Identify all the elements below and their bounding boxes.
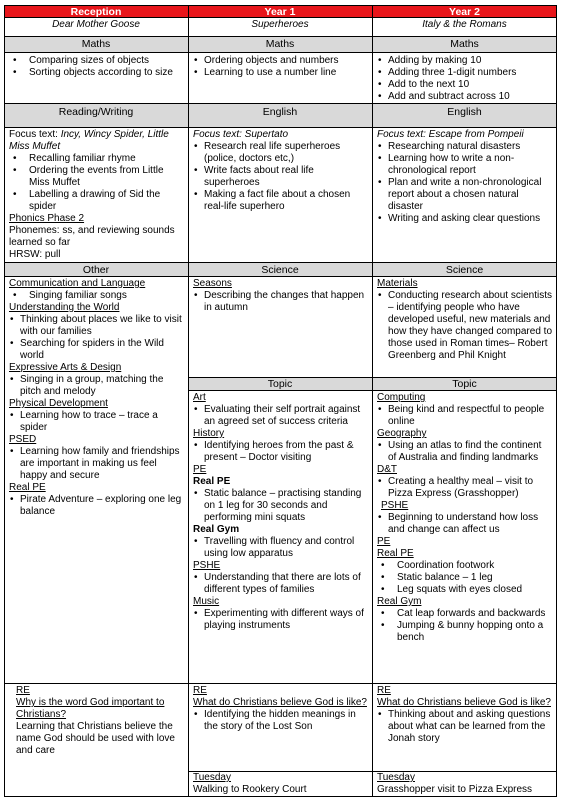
list-item: • Using an atlas to find the continent of Australia and finding landmarks: [377, 440, 552, 464]
list-item: • Add and subtract across 10: [377, 91, 552, 103]
list-item: • Static balance – practising standing on 1 leg for 30 seconds and performing mini squats: [193, 488, 367, 524]
list-item: • Add to the next 10: [377, 79, 552, 91]
maths-label-year1: Maths: [188, 36, 372, 52]
science-year2: [372, 277, 557, 379]
maths-year1: [188, 53, 372, 103]
english-label-year1: English: [188, 104, 372, 127]
trip-text: Walking to Rookery Court: [193, 784, 307, 795]
other-label: Other: [4, 263, 188, 276]
list-item: • Thinking about places we like to visit with our families: [9, 314, 183, 338]
year1-header: Year 1: [188, 5, 372, 17]
section-title: Understanding the World: [9, 302, 120, 313]
list-item: • Jumping & bunny hopping onto a bench: [377, 620, 552, 644]
list-item: • Labelling a drawing of Sid the spider: [9, 189, 183, 213]
grid-line: [4, 127, 557, 128]
section-title: Seasons: [193, 278, 232, 289]
list-item: • Coordination footwork: [377, 560, 552, 572]
maths-label-reception: Maths: [4, 36, 188, 52]
re-year2: [372, 684, 557, 772]
trip-text: Grasshopper visit to Pizza Express: [377, 784, 533, 795]
section-subtitle: Real PE: [377, 548, 414, 559]
focus-title: Incy, Wincy Spider, Little Miss Muffet: [9, 129, 169, 152]
reading-writing-label: Reading/Writing: [4, 104, 188, 127]
trip-day: Tuesday: [377, 772, 415, 783]
hrsw-text: HRSW: pull: [9, 249, 61, 260]
topic-label-year1: Topic: [188, 377, 372, 390]
list-item: • Learning how to write a non-chronological report: [377, 153, 552, 177]
section-title: Geography: [377, 428, 427, 439]
re-reception: [4, 684, 188, 796]
grid-line: [4, 796, 557, 797]
section-title: Materials: [377, 278, 418, 289]
list-item: • Identifying the hidden meanings in the story of the Lost Son: [193, 709, 367, 733]
topic-label-year2: Topic: [372, 377, 557, 390]
section-title: RE: [377, 685, 391, 696]
phonics-heading: Phonics Phase 2: [9, 213, 85, 224]
trip-year1: [188, 771, 372, 796]
year1-theme: Superheroes: [251, 19, 309, 30]
trip-year2: [372, 771, 557, 796]
section-title: Expressive Arts & Design: [9, 362, 122, 373]
topic-year2: [372, 391, 557, 683]
section-title: Physical Development: [9, 398, 108, 409]
grid-line: [4, 276, 557, 277]
grid-line: [4, 17, 557, 18]
science-year1: [188, 277, 372, 379]
section-title: PE: [193, 464, 207, 475]
grid-line: [4, 36, 557, 37]
list-item: • Ordering objects and numbers: [193, 55, 367, 67]
year2-theme: Italy & the Romans: [422, 19, 507, 30]
list-item: • Thinking about and asking questions about what can be learned from the Jonah story: [377, 709, 552, 745]
list-item: • Conducting research about scientists – identifying people who have developed useful, new materials and how they have changed compared to those used in Roman times– Robert Greenberg and Phil Knight: [377, 290, 552, 362]
re-year1: [188, 684, 372, 772]
grid-line: [188, 5, 189, 797]
list-item: • Adding by making 10: [377, 55, 552, 67]
list-item: • Learning to use a number line: [193, 67, 367, 79]
literacy-reception: [4, 128, 188, 262]
section-title: PSHE: [193, 560, 221, 571]
list-item: • Making a fact file about a chosen real-life superhero: [193, 189, 367, 213]
section-title: PSHE: [381, 500, 409, 511]
literacy-year1: [188, 128, 372, 262]
section-title: Real PE: [9, 482, 46, 493]
list-item: • Being kind and respectful to people online: [377, 404, 552, 428]
list-item: • Pirate Adventure – exploring one leg balance: [9, 494, 183, 518]
list-item: • Research real life superheroes (police, doctors etc,): [193, 141, 367, 165]
list-item: • Leg squats with eyes closed: [377, 584, 552, 596]
grid-line: [4, 262, 557, 263]
list-item: • Singing familiar songs: [9, 290, 183, 302]
phonemes-text: Phonemes: ss, and reviewing sounds learned so far: [9, 225, 175, 248]
science-label-year2: Science: [372, 263, 557, 276]
list-item: • Learning how family and friendships are important in making us feel happy and secure: [9, 446, 183, 482]
literacy-year2: [372, 128, 557, 262]
maths-year2: [372, 53, 557, 103]
year2-header: Year 2: [372, 5, 557, 17]
list-item: • Static balance – 1 leg: [377, 572, 552, 584]
list-item: • Sorting objects according to size: [9, 67, 183, 79]
other-reception: [4, 277, 188, 683]
section-subtitle: Real Gym: [377, 596, 422, 607]
grid-line: [372, 5, 373, 797]
science-label-year1: Science: [188, 263, 372, 276]
list-item: • Singing in a group, matching the pitch and melody: [9, 374, 183, 398]
grid-line: [4, 5, 5, 797]
list-item: • Identifying heroes from the past & present – Doctor visiting: [193, 440, 367, 464]
list-item: • Creating a healthy meal – visit to Pizza Express (Grasshopper): [377, 476, 552, 500]
focus-text: Focus text: Escape from Pompeii: [377, 129, 524, 140]
grid-line: [4, 683, 557, 684]
maths-reception: [4, 53, 188, 103]
section-title: RE: [16, 685, 30, 696]
section-title: D&T: [377, 464, 397, 475]
section-subtitle: Real PE: [193, 476, 231, 487]
list-item: • Plan and write a non-chronological report about a chosen natural disaster: [377, 177, 552, 213]
list-item: • Recalling familiar rhyme: [9, 153, 183, 165]
list-item: • Travelling with fluency and control using low apparatus: [193, 536, 367, 560]
list-item: • Write facts about real life superheroes: [193, 165, 367, 189]
list-item: • Comparing sizes of objects: [9, 55, 183, 67]
section-title: Art: [193, 392, 206, 403]
list-item: • Evaluating their self portrait against an agreed set of success criteria: [193, 404, 367, 428]
list-item: • Searching for spiders in the Wild world: [9, 338, 183, 362]
section-title: History: [193, 428, 225, 439]
list-item: • Describing the changes that happen in autumn: [193, 290, 367, 314]
section-title: PE: [377, 536, 391, 547]
list-item: • Adding three 1-digit numbers: [377, 67, 552, 79]
re-question: What do Christians believe God is like?: [193, 697, 367, 708]
re-question: What do Christians believe God is like?: [377, 697, 551, 708]
reception-header: Reception: [4, 5, 188, 17]
topic-year1: [188, 391, 372, 683]
focus-text: Focus text: Supertato: [193, 129, 289, 140]
list-item: • Learning how to trace – trace a spider: [9, 410, 183, 434]
section-title: PSED: [9, 434, 37, 445]
section-title: Computing: [377, 392, 426, 403]
section-title: Music: [193, 596, 220, 607]
reception-theme: Dear Mother Goose: [52, 19, 140, 30]
grid-line: [4, 52, 557, 53]
list-item: • Beginning to understand how loss and change can affect us: [377, 512, 552, 536]
section-title: RE: [193, 685, 207, 696]
list-item: • Writing and asking clear questions: [377, 213, 552, 225]
re-text: Learning that Christians believe the name God should be used with love and care: [16, 721, 175, 756]
section-title: Communication and Language: [9, 278, 146, 289]
list-item: • Cat leap forwards and backwards: [377, 608, 552, 620]
grid-line: [4, 103, 557, 104]
focus-prefix: Focus text:: [9, 129, 61, 140]
re-question: Why is the word God important to Christians?: [16, 697, 165, 720]
trip-day: Tuesday: [193, 772, 231, 783]
section-subtitle: Real Gym: [193, 524, 240, 535]
list-item: • Understanding that there are lots of different types of families: [193, 572, 367, 596]
list-item: • Researching natural disasters: [377, 141, 552, 153]
list-item: • Experimenting with different ways of playing instruments: [193, 608, 367, 632]
english-label-year2: English: [372, 104, 557, 127]
grid-line: [556, 5, 557, 797]
grid-line: [4, 5, 557, 6]
maths-label-year2: Maths: [372, 36, 557, 52]
list-item: • Ordering the events from Little Miss Muffet: [9, 165, 183, 189]
